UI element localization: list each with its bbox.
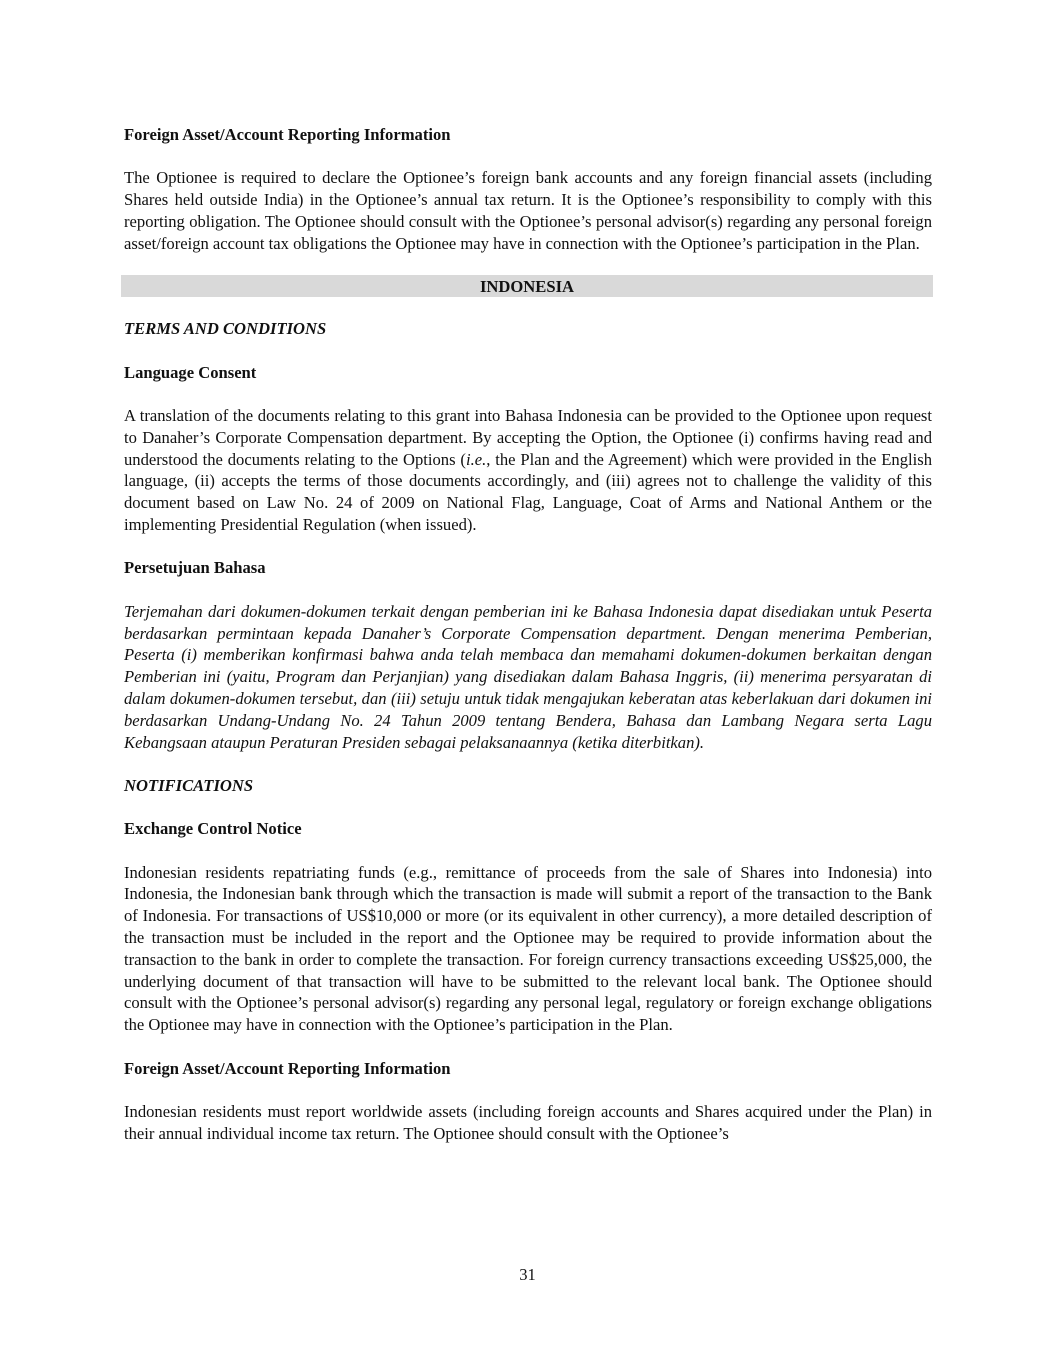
document-page xyxy=(124,124,932,1166)
language-consent-text-1: A translation of the documents relating to this grant into Bahasa Indonesia can be provided to the Optionee upon request to Danaher’s Corporate Compensation department. By accepting the Option, the Optionee (i) confirms having read and understood the documents relating to the Options ( xyxy=(124,405,932,469)
exchange-control-paragraph: Indonesian residents repatriating funds (e.g., remittance of proceeds from the sale of Shares into Indonesia) into Indonesia, the Indonesian bank through which the transaction is made will submit a report of the transaction to the Bank of Indonesia. For transactions of US$10,000 or more (or its equivalent in other currency), a more detailed description of the transaction must be included in the report and the Optionee may be required to provide information about the transaction to the bank in order to complete the transaction. For foreign currency transactions exceeding US$25,000, the underlying document of that transaction will have to be submitted to the relevant local bank. The Optionee should consult with the Optionee’s personal advisor(s) regarding any personal legal, regulatory or foreign exchange obligations the Optionee may have in connection with the Optionee’s participation in the Plan. xyxy=(124,862,932,1035)
exchange-control-heading: Exchange Control Notice xyxy=(124,819,302,839)
language-consent-paragraph xyxy=(124,405,932,536)
india-foreign-asset-paragraph: The Optionee is required to declare the Optionee’s foreign bank accounts and any foreign financial assets (including Shares held outside India) in the Optionee’s annual tax return. It is the Optionee’s responsibility to comply with this reporting obligation. The Optionee should consult with the Optionee’s personal advisor(s) regarding any personal foreign asset/foreign account tax obligations the Optionee may have in connection with the Optionee’s participation in the Plan. xyxy=(124,168,932,253)
indonesia-foreign-asset-paragraph: Indonesian residents must report worldwide assets (including foreign accounts and Shares acquired under the Plan) in their annual individual income tax return. The Optionee should consult with the Optionee’s xyxy=(124,1102,932,1143)
persetujuan-bahasa-heading: Persetujuan Bahasa xyxy=(124,558,266,578)
terms-and-conditions-heading: TERMS AND CONDITIONS xyxy=(124,319,327,339)
language-consent-heading: Language Consent xyxy=(124,362,257,382)
indonesia-foreign-asset-heading: Foreign Asset/Account Reporting Information xyxy=(124,1058,451,1078)
language-consent-text-2: , the Plan and the Agreement) which were provided in the English language, (ii) accepts the terms of those documents accordingly, and (iii) agrees not to challenge the validity of this document based on Law No. 24 of 2009 on National Flag, Language, Coat of Arms and National Anthem or the implementing Presidential Regulation (when issued). xyxy=(124,449,932,534)
language-consent-ie: i.e. xyxy=(465,449,487,469)
india-foreign-asset-heading: Foreign Asset/Account Reporting Information xyxy=(124,125,451,144)
page-number: 31 xyxy=(519,1265,536,1284)
persetujuan-bahasa-paragraph: Terjemahan dari dokumen-dokumen terkait dengan pemberian ini ke Bahasa Indonesia dapat disediakan untuk Peserta berdasarkan permintaan kepada Danaher’s Corporate Compensation department. Dengan menerima Pemberian, Peserta (i) memberikan konfirmasi bahwa anda telah membaca dan memahami dokumen-dokumen berkaitan dengan Pemberian ini (yaitu, Program dan Perjanjian) yang disediakan dalam Bahasa Inggris, (ii) menerima persyaratan di dalam dokumen-dokumen tersebut, dan (iii) setuju untuk tidak mengajukan keberatan atas keberlakuan dari dokumen ini berdasarkan Undang-Undang No. 24 Tahun 2009 tentang Bendera, Bahasa dan Lambang Negara serta Lagu Kebangsaan ataupun Peraturan Presiden sebagai pelaksanaannya (ketika diterbitkan). xyxy=(124,601,932,752)
notifications-heading: NOTIFICATIONS xyxy=(124,775,254,795)
country-banner-indonesia: INDONESIA xyxy=(121,275,933,297)
